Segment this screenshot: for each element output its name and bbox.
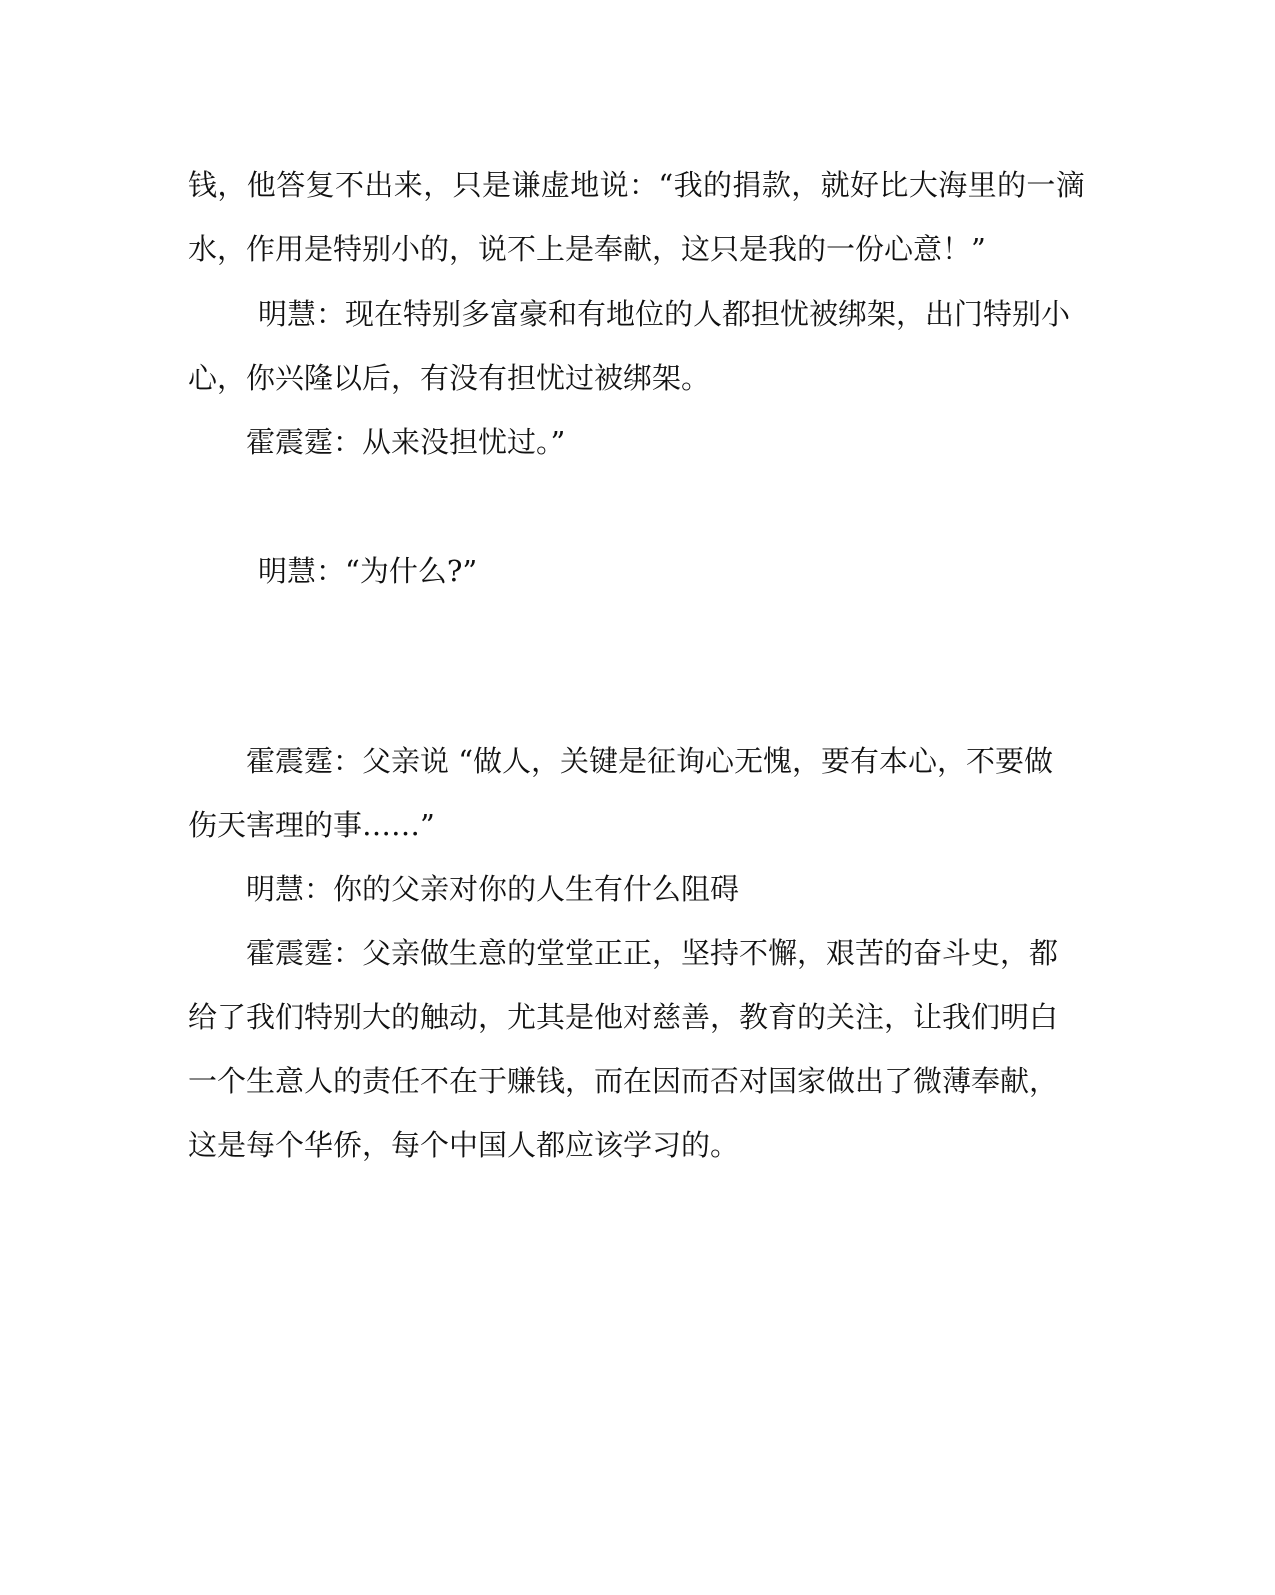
text-line-10: 霍震霆：父亲做生意的堂堂正正，坚持不懈，艰苦的奋斗史，都 — [246, 936, 1059, 970]
text-line-2: 水，作用是特别小的，说不上是奉献，这只是我的一份心意！” — [188, 232, 986, 266]
text-line-13: 这是每个华侨，每个中国人都应该学习的。 — [188, 1128, 740, 1162]
text-line-9: 明慧：你的父亲对你的人生有什么阻碍 — [246, 872, 740, 906]
text-line-11: 给了我们特别大的触动，尤其是他对慈善，教育的关注，让我们明白 — [188, 1000, 1059, 1034]
text-line-7: 霍震霆：父亲说 “做人，关键是征询心无愧，要有本心，不要做 — [246, 744, 1054, 778]
text-line-6: 明慧：“为什么?” — [258, 554, 478, 588]
text-line-8: 伤天害理的事……” — [188, 808, 435, 842]
text-line-12: 一个生意人的责任不在于赚钱，而在因而否对国家做出了微薄奉献， — [188, 1064, 1059, 1098]
text-line-3: 明慧：现在特别多富豪和有地位的人都担忧被绑架，出门特别小 — [258, 297, 1071, 331]
text-line-4: 心，你兴隆以后，有没有担忧过被绑架。 — [188, 361, 711, 395]
text-line-5: 霍震霆：从来没担忧过。” — [246, 425, 566, 459]
text-line-1: 钱，他答复不出来，只是谦虚地说：“我的捐款，就好比大海里的一滴 — [188, 168, 1086, 202]
